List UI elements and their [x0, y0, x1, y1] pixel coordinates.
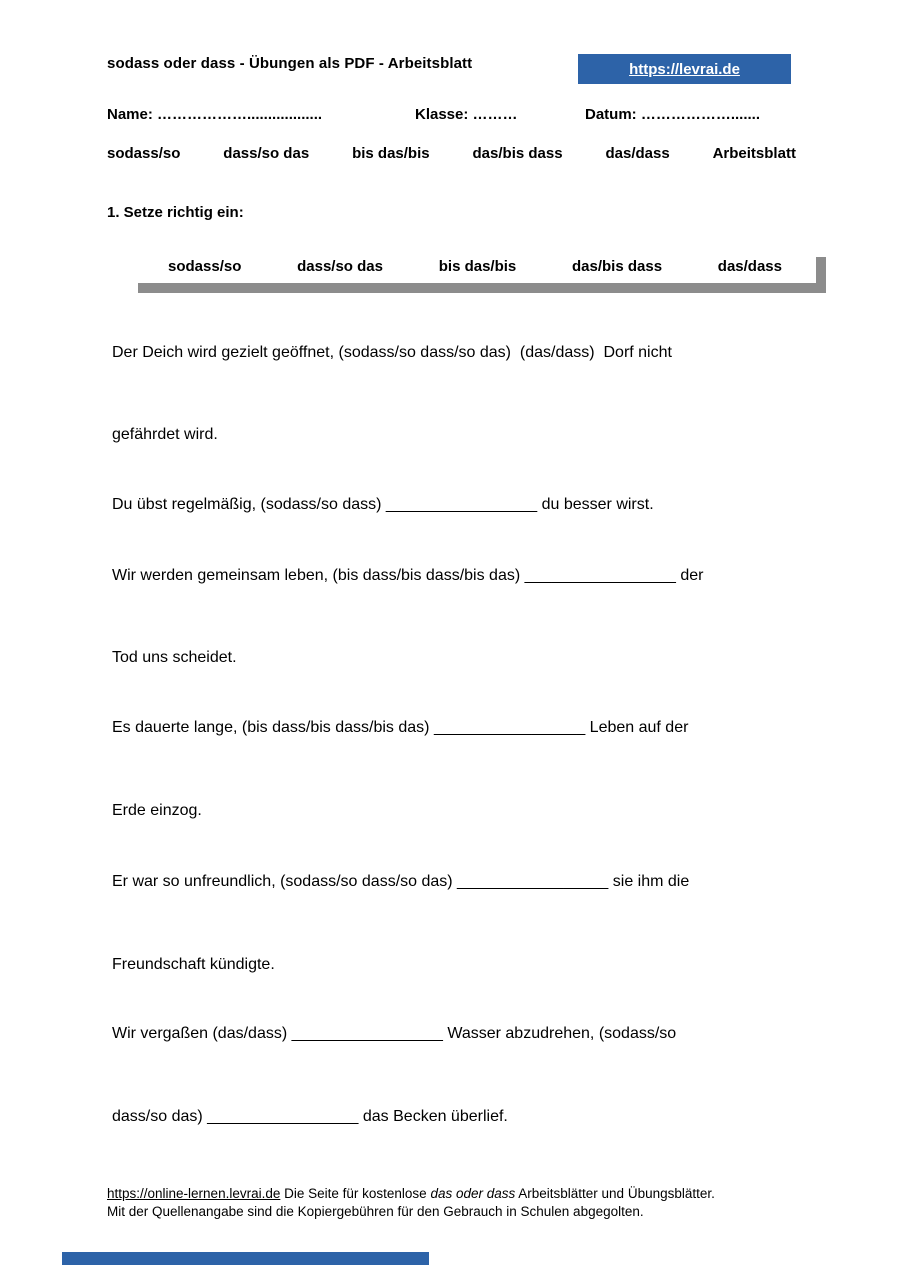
page-title: sodass oder dass - Übungen als PDF - Arbeitsblatt — [107, 55, 473, 72]
exercise-line: dass/so das) _________________ das Becken überlief. — [112, 1108, 508, 1125]
klasse-field: Klasse: ……… — [415, 106, 518, 123]
footer-line-1 — [107, 1185, 827, 1203]
online-lernen-link[interactable]: https://online-lernen.levrai.de — [107, 1186, 281, 1201]
exercise-line: gefährdet wird. — [112, 426, 218, 443]
exercise-line: Er war so unfreundlich, (sodass/so dass/so das) _________________ sie ihm die — [112, 873, 690, 890]
nav-item-bis-das-bis: bis das/bis — [352, 145, 430, 162]
exercise-line: Der Deich wird gezielt geöffnet, (sodass/so dass/so das) (das/dass) Dorf nicht — [112, 344, 672, 361]
exercise-line: Du übst regelmäßig, (sodass/so dass) _________________ du besser wirst. — [112, 496, 654, 513]
nav-item-das-bis-dass: das/bis dass — [472, 145, 563, 162]
exercise-line: Es dauerte lange, (bis dass/bis dass/bis das) _________________ Leben auf der — [112, 719, 689, 736]
levrai-link[interactable]: https://levrai.de — [629, 60, 740, 78]
nav-item-dass-so-das: dass/so das — [223, 145, 310, 162]
exercise-line: Wir vergaßen (das/dass) _________________ Wasser abzudrehen, (sodass/so — [112, 1025, 677, 1042]
footer-text: Die Seite für kostenlose — [280, 1186, 431, 1201]
datum-field: Datum: ………………....... — [585, 106, 761, 123]
word-bank-item: sodass/so — [168, 258, 242, 275]
word-bank-item: dass/so das — [297, 258, 383, 275]
levrai-link-box — [578, 54, 791, 84]
word-bank-item: das/dass — [717, 258, 782, 275]
bottom-accent-bar — [62, 1252, 429, 1265]
word-bank-item: bis das/bis — [438, 258, 517, 275]
footer-line-2: Mit der Quellenangabe sind die Kopiergebühren für den Gebrauch in Schulen abgegolten. — [107, 1204, 644, 1219]
nav-item-arbeitsblatt: Arbeitsblatt — [712, 145, 796, 162]
nav-item-sodass-so: sodass/so — [107, 145, 181, 162]
exercise-line: Freundschaft kündigte. — [112, 956, 275, 973]
name-field: Name: ……………….................. — [107, 106, 323, 123]
footer-italic-text: das oder dass — [430, 1186, 516, 1201]
section-title: 1. Setze richtig ein: — [107, 204, 244, 221]
nav-item-das-dass: das/dass — [605, 145, 670, 162]
word-bank-box — [138, 257, 826, 293]
word-options-row — [107, 145, 796, 162]
word-bank-item: das/bis dass — [572, 258, 663, 275]
exercise-line: Wir werden gemeinsam leben, (bis dass/bis dass/bis das) _________________ der — [112, 567, 704, 584]
exercise-line: Erde einzog. — [112, 802, 202, 819]
footer-text: Arbeitsblätter und Übungsblätter. — [515, 1186, 715, 1201]
exercise-line: Tod uns scheidet. — [112, 649, 237, 666]
